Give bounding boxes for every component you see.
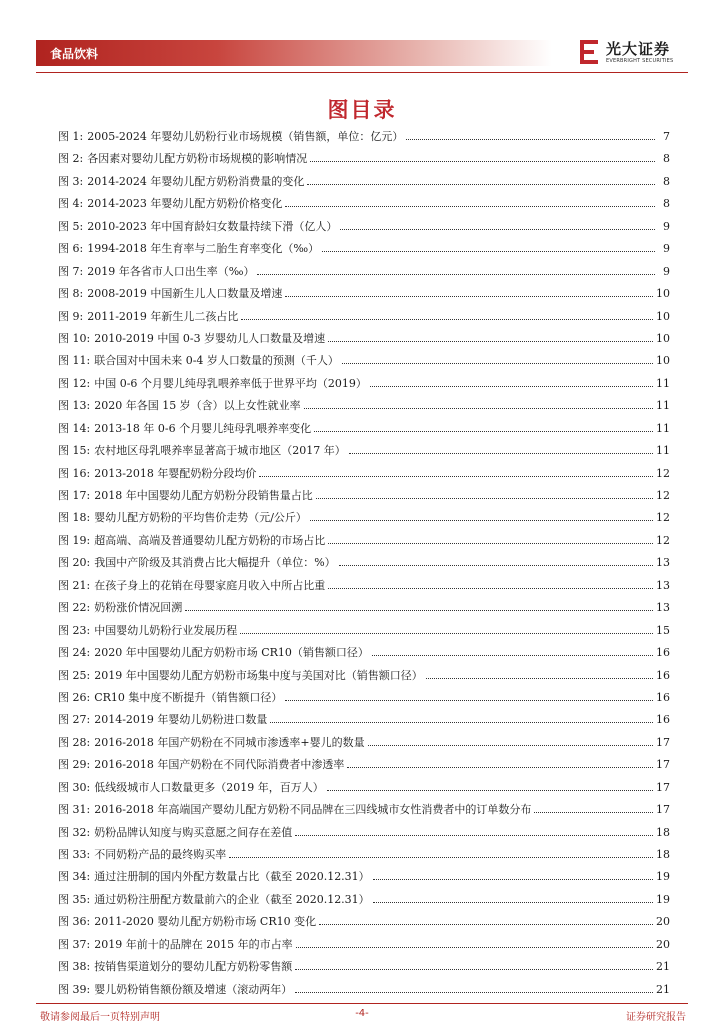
toc-leader-dots xyxy=(314,423,653,432)
toc-entry-title: 2018 年中国婴幼儿配方奶粉分段销售量占比 xyxy=(94,489,313,502)
toc-entry-page: 12 xyxy=(656,511,670,525)
footer-disclaimer: 敬请参阅最后一页特别声明 xyxy=(40,1012,160,1023)
toc-entry-label: 图 35: xyxy=(58,892,91,906)
toc-entry-title: 超高端、高端及普通婴幼儿配方奶粉的市场占比 xyxy=(94,533,326,547)
toc-entry-label: 图 4: xyxy=(58,197,84,211)
toc-entry-label: 图 21: xyxy=(58,578,91,592)
toc-entry-page: 16 xyxy=(656,690,670,704)
toc-entry-title: 通过注册制的国内外配方数量占比（截至 2020.12.31） xyxy=(94,870,370,884)
toc-entry-title: 2011-2020 婴幼儿配方奶粉市场 CR10 变化 xyxy=(94,915,317,929)
toc-entry-label: 图 13: xyxy=(58,399,91,413)
toc-entry-page: 16 xyxy=(656,668,670,682)
toc-entry-label: 图 23: xyxy=(58,623,91,637)
toc-entry-label: 图 7: xyxy=(58,264,84,278)
header-divider xyxy=(36,72,688,73)
toc-entry-title: 按销售渠道划分的婴幼儿配方奶粉零售额 xyxy=(94,960,293,974)
toc-entry[interactable] xyxy=(58,893,670,915)
toc-entry-page: 9 xyxy=(663,242,670,256)
toc-entry[interactable] xyxy=(58,489,670,511)
toc-entry-label: 图 3: xyxy=(58,174,84,188)
toc-leader-dots xyxy=(322,243,655,252)
toc-leader-dots xyxy=(328,535,653,544)
toc-leader-dots xyxy=(426,670,653,679)
toc-entry[interactable] xyxy=(58,848,670,870)
toc-entry[interactable] xyxy=(58,354,670,376)
toc-leader-dots xyxy=(319,916,653,925)
toc-entry-title: 2008-2019 中国新生儿人口数量及增速 xyxy=(87,287,283,301)
toc-leader-dots xyxy=(368,737,653,746)
toc-entry-title: 各因素对婴幼儿配方奶粉市场规模的影响情况 xyxy=(87,152,308,166)
toc-leader-dots xyxy=(534,804,653,813)
toc-leader-dots xyxy=(372,647,653,656)
toc-entry[interactable] xyxy=(58,265,670,287)
toc-entry-page: 8 xyxy=(663,152,670,166)
toc-leader-dots xyxy=(349,445,653,454)
toc-entry-page: 9 xyxy=(663,264,670,278)
toc-entry-label: 图 22: xyxy=(58,601,91,615)
toc-entry-title: 2013-2018 年婴配奶粉分段均价 xyxy=(94,466,257,480)
toc-entry-page: 17 xyxy=(656,780,670,794)
toc-entry-title: 我国中产阶级及其消费占比大幅提升（单位：%） xyxy=(94,556,336,570)
toc-entry-page: 9 xyxy=(663,219,670,233)
toc-entry-label: 图 14: xyxy=(58,421,91,435)
toc-entry-page: 10 xyxy=(656,287,670,301)
figure-toc-list xyxy=(58,130,670,1005)
toc-entry-label: 图 15: xyxy=(58,444,91,458)
toc-entry-title: 2019 年中国婴幼儿配方奶粉市场集中度与美国对比（销售额口径） xyxy=(94,668,423,682)
toc-entry[interactable] xyxy=(58,983,670,1005)
toc-entry-title: 2010-2019 中国 0-3 岁婴幼儿人口数量及增速 xyxy=(94,331,326,345)
toc-entry[interactable] xyxy=(58,803,670,825)
toc-entry-label: 图 34: xyxy=(58,870,91,884)
toc-entry-title: 2005-2024 年婴幼儿奶粉行业市场规模（销售额，单位：亿元） xyxy=(87,130,404,143)
toc-entry-label: 图 9: xyxy=(58,309,84,323)
toc-entry[interactable] xyxy=(58,870,670,892)
toc-entry[interactable] xyxy=(58,130,670,152)
toc-leader-dots xyxy=(304,400,653,409)
toc-leader-dots xyxy=(327,782,653,791)
toc-entry[interactable] xyxy=(58,287,670,309)
toc-entry-page: 19 xyxy=(656,892,670,906)
toc-leader-dots xyxy=(347,759,653,768)
toc-leader-dots xyxy=(310,512,653,521)
toc-entry-title: 2014-2024 年婴幼儿配方奶粉消费量的变化 xyxy=(87,174,305,188)
toc-entry-title: 2016-2018 年国产奶粉在不同城市渗透率+婴儿的数量 xyxy=(94,735,365,749)
toc-entry[interactable] xyxy=(58,399,670,421)
page-number: -4- xyxy=(355,1008,369,1019)
toc-entry[interactable] xyxy=(58,669,670,691)
toc-entry-title: 2019 年前十的品牌在 2015 年的市占率 xyxy=(94,937,293,951)
toc-leader-dots xyxy=(373,894,653,903)
toc-entry-page: 10 xyxy=(656,309,670,323)
toc-entry-title: 1994-2018 年生育率与二胎生育率变化（‰） xyxy=(87,242,320,256)
toc-leader-dots xyxy=(295,961,653,970)
toc-entry-label: 图 31: xyxy=(58,803,91,817)
toc-entry-title: 低线级城市人口数量更多（2019 年，百万人） xyxy=(94,780,324,794)
toc-entry-page: 10 xyxy=(656,331,670,345)
toc-leader-dots xyxy=(270,714,653,723)
toc-entry-title: 不同奶粉产品的最终购买率 xyxy=(94,848,227,861)
toc-entry-page: 15 xyxy=(656,623,670,637)
toc-entry[interactable] xyxy=(58,781,670,803)
footer-report-type: 证券研究报告 xyxy=(626,1012,686,1023)
toc-entry-page: 19 xyxy=(656,870,670,884)
toc-entry-title: 2014-2019 年婴幼儿奶粉进口数量 xyxy=(94,713,268,727)
toc-entry-title: 2020 年各国 15 岁（含）以上女性就业率 xyxy=(94,399,301,413)
toc-entry[interactable] xyxy=(58,826,670,848)
toc-entry-label: 图 32: xyxy=(58,825,91,839)
toc-entry-title: 2011-2019 年新生儿二孩占比 xyxy=(87,309,239,323)
toc-entry-page: 12 xyxy=(656,466,670,480)
toc-entry-label: 图 10: xyxy=(58,331,91,345)
toc-entry-title: CR10 集中度不断提升（销售额口径） xyxy=(94,690,283,704)
toc-entry-page: 20 xyxy=(656,937,670,951)
toc-entry[interactable] xyxy=(58,467,670,489)
toc-entry-page: 11 xyxy=(656,421,670,435)
toc-leader-dots xyxy=(310,153,655,162)
toc-entry-title: 中国婴幼儿奶粉行业发展历程 xyxy=(94,623,238,637)
toc-entry-label: 图 26: xyxy=(58,690,91,704)
toc-entry-label: 图 8: xyxy=(58,287,84,301)
toc-entry-label: 图 25: xyxy=(58,668,91,682)
toc-entry-label: 图 29: xyxy=(58,758,91,772)
toc-entry[interactable] xyxy=(58,915,670,937)
toc-entry-title: 婴儿奶粉销售额份额及增速（滚动两年） xyxy=(94,982,293,996)
toc-entry-label: 图 37: xyxy=(58,937,91,951)
toc-leader-dots xyxy=(340,221,655,230)
toc-leader-dots xyxy=(307,176,655,185)
toc-entry-label: 图 1: xyxy=(58,130,84,143)
toc-entry[interactable] xyxy=(58,197,670,219)
toc-leader-dots xyxy=(285,692,653,701)
toc-leader-dots xyxy=(241,311,653,320)
toc-entry-label: 图 6: xyxy=(58,242,84,256)
toc-entry-label: 图 20: xyxy=(58,556,91,570)
toc-entry-label: 图 19: xyxy=(58,533,91,547)
brand-subtitle: EVERBRIGHT SECURITIES xyxy=(606,58,674,64)
toc-entry[interactable] xyxy=(58,175,670,197)
toc-entry-page: 13 xyxy=(656,601,670,615)
toc-entry-title: 2010-2023 年中国育龄妇女数量持续下滑（亿人） xyxy=(87,219,338,233)
brand-name: 光大证券 xyxy=(606,40,671,58)
toc-entry[interactable] xyxy=(58,242,670,264)
toc-entry-label: 图 12: xyxy=(58,376,91,390)
toc-entry-page: 12 xyxy=(656,489,670,502)
toc-entry[interactable] xyxy=(58,736,670,758)
brand-mark-icon xyxy=(578,38,600,66)
toc-entry-page: 11 xyxy=(656,444,670,458)
toc-entry[interactable] xyxy=(58,624,670,646)
toc-entry-title: 在孩子身上的花销在母婴家庭月收入中所占比重 xyxy=(94,578,326,592)
toc-entry[interactable] xyxy=(58,713,670,735)
toc-leader-dots xyxy=(295,827,653,836)
toc-entry-label: 图 28: xyxy=(58,735,91,749)
toc-leader-dots xyxy=(328,333,653,342)
toc-leader-dots xyxy=(342,355,653,364)
toc-entry-label: 图 33: xyxy=(58,848,91,861)
toc-leader-dots xyxy=(285,198,655,207)
toc-leader-dots xyxy=(295,984,653,993)
toc-entry[interactable] xyxy=(58,579,670,601)
toc-entry[interactable] xyxy=(58,646,670,668)
toc-entry[interactable] xyxy=(58,444,670,466)
toc-entry-title: 2014-2023 年婴幼儿配方奶粉价格变化 xyxy=(87,197,283,211)
toc-leader-dots xyxy=(285,288,653,297)
toc-entry[interactable] xyxy=(58,758,670,780)
toc-leader-dots xyxy=(316,490,653,499)
toc-entry-label: 图 36: xyxy=(58,915,91,929)
toc-leader-dots xyxy=(257,266,655,275)
toc-entry-page: 16 xyxy=(656,646,670,660)
toc-entry-label: 图 38: xyxy=(58,960,91,974)
toc-entry[interactable] xyxy=(58,691,670,713)
toc-entry-page: 13 xyxy=(656,578,670,592)
toc-entry[interactable] xyxy=(58,332,670,354)
toc-entry-title: 2016-2018 年高端国产婴幼儿配方奶粉不同品牌在三四线城市女性消费者中的订单数分布 xyxy=(94,803,532,817)
toc-entry-page: 21 xyxy=(656,982,670,996)
toc-entry[interactable] xyxy=(58,152,670,174)
toc-entry-label: 图 16: xyxy=(58,466,91,480)
toc-entry-page: 16 xyxy=(656,713,670,727)
toc-entry-page: 10 xyxy=(656,354,670,368)
toc-entry-label: 图 30: xyxy=(58,780,91,794)
toc-entry-title: 联合国对中国未来 0-4 岁人口数量的预测（千人） xyxy=(94,354,339,368)
toc-leader-dots xyxy=(259,468,653,477)
toc-entry-page: 17 xyxy=(656,735,670,749)
toc-entry[interactable] xyxy=(58,938,670,960)
toc-entry-label: 图 11: xyxy=(58,354,91,368)
toc-entry-label: 图 2: xyxy=(58,152,84,166)
toc-entry-page: 12 xyxy=(656,533,670,547)
toc-entry[interactable] xyxy=(58,534,670,556)
toc-entry-page: 8 xyxy=(663,197,670,211)
toc-entry-page: 20 xyxy=(656,915,670,929)
toc-entry[interactable] xyxy=(58,511,670,533)
page-title: 图目录 xyxy=(327,98,397,122)
toc-leader-dots xyxy=(240,625,653,634)
toc-leader-dots xyxy=(185,602,653,611)
header-band xyxy=(36,40,552,66)
toc-entry[interactable] xyxy=(58,422,670,444)
toc-leader-dots xyxy=(296,939,653,948)
toc-entry-page: 21 xyxy=(656,960,670,974)
toc-entry[interactable] xyxy=(58,310,670,332)
toc-entry-title: 2013-18 年 0-6 个月婴儿纯母乳喂养率变化 xyxy=(94,421,312,435)
toc-entry-title: 2019 年各省市人口出生率（‰） xyxy=(87,264,255,278)
toc-entry-title: 农村地区母乳喂养率显著高于城市地区（2017 年） xyxy=(94,444,346,458)
toc-entry-label: 图 18: xyxy=(58,511,91,525)
toc-leader-dots xyxy=(373,871,653,880)
toc-entry-label: 图 5: xyxy=(58,219,84,233)
toc-entry-label: 图 24: xyxy=(58,646,91,660)
toc-leader-dots xyxy=(339,557,653,566)
toc-entry[interactable] xyxy=(58,220,670,242)
toc-entry-page: 18 xyxy=(656,825,670,839)
toc-entry-page: 11 xyxy=(656,376,670,390)
toc-entry-page: 17 xyxy=(656,758,670,772)
toc-leader-dots xyxy=(406,131,655,140)
toc-entry[interactable] xyxy=(58,377,670,399)
toc-entry-title: 2016-2018 年国产奶粉在不同代际消费者中渗透率 xyxy=(94,758,345,772)
toc-entry-page: 17 xyxy=(656,803,670,817)
toc-entry-label: 图 39: xyxy=(58,982,91,996)
section-label: 食品饮料 xyxy=(50,47,99,61)
toc-entry-title: 奶粉品牌认知度与购买意愿之间存在差值 xyxy=(94,825,293,839)
toc-leader-dots xyxy=(328,580,653,589)
toc-entry-title: 通过奶粉注册配方数量前六的企业（截至 2020.12.31） xyxy=(94,892,370,906)
toc-entry-title: 2020 年中国婴幼儿配方奶粉市场 CR10（销售额口径） xyxy=(94,646,369,660)
toc-entry-page: 13 xyxy=(656,556,670,570)
footer-divider xyxy=(36,1003,688,1004)
toc-entry-title: 奶粉涨价情况回溯 xyxy=(94,601,183,615)
toc-entry-page: 8 xyxy=(663,174,670,188)
toc-entry[interactable] xyxy=(58,601,670,623)
toc-entry-page: 7 xyxy=(663,130,670,143)
toc-entry-label: 图 27: xyxy=(58,713,91,727)
toc-entry[interactable] xyxy=(58,960,670,982)
toc-entry-page: 18 xyxy=(656,848,670,861)
toc-leader-dots xyxy=(229,849,653,858)
toc-entry[interactable] xyxy=(58,556,670,578)
toc-entry-title: 中国 0-6 个月婴儿纯母乳喂养率低于世界平均（2019） xyxy=(94,376,367,390)
toc-leader-dots xyxy=(370,378,653,387)
toc-entry-page: 11 xyxy=(656,399,670,413)
toc-entry-label: 图 17: xyxy=(58,489,91,502)
brand-logo xyxy=(578,36,698,72)
toc-entry-title: 婴幼儿配方奶粉的平均售价走势（元/公斤） xyxy=(94,511,307,525)
